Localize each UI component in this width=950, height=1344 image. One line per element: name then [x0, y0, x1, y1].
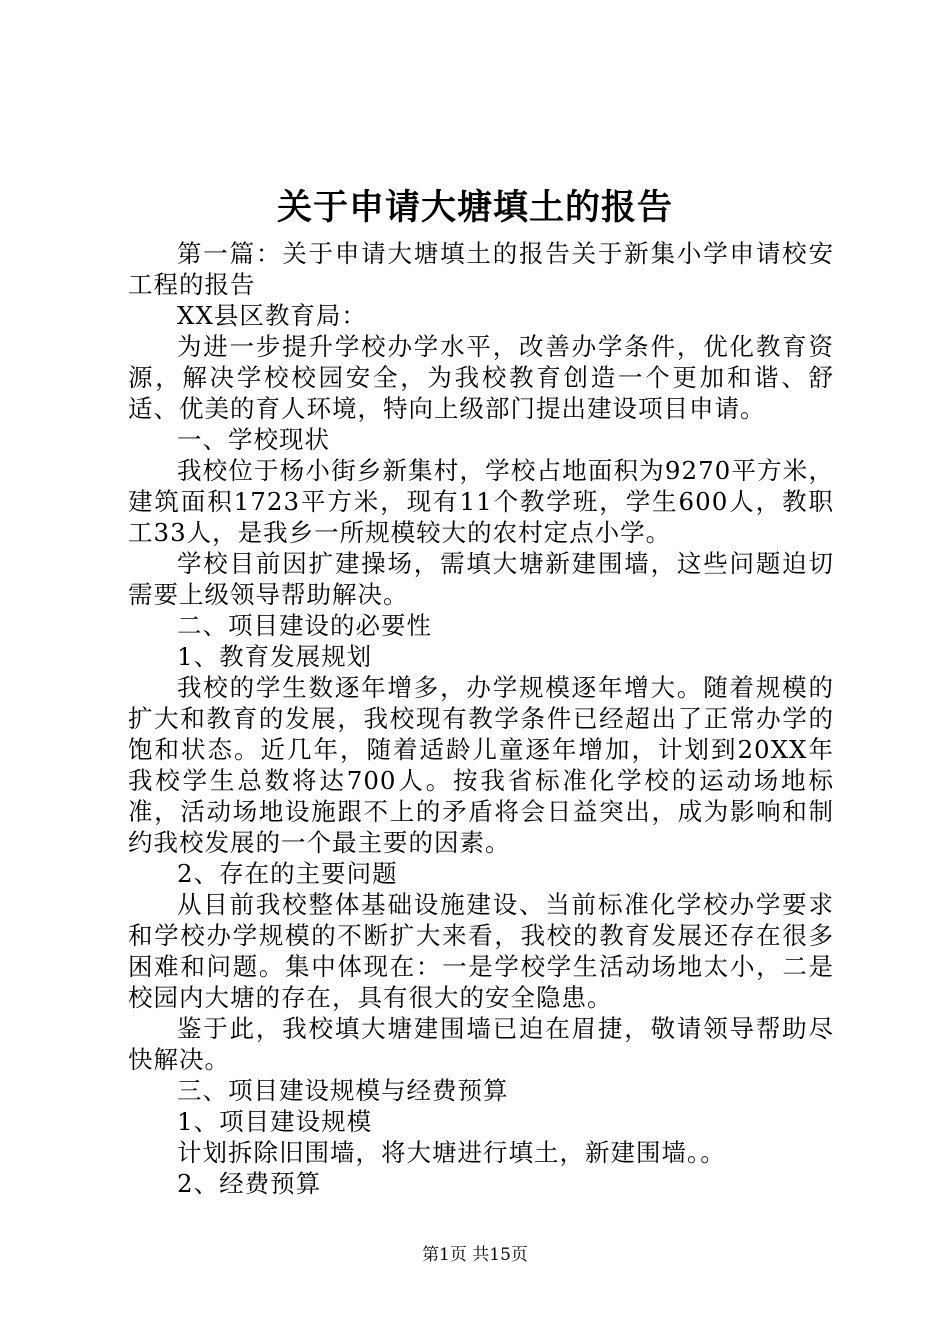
- paragraph: 2、经费预算: [177, 1169, 322, 1198]
- paragraph: 二、项目建设的必要性: [177, 611, 432, 640]
- paragraph: 我校的学生数逐年增多，办学规模逐年增大。随着规模的扩大和教育的发展，我校现有教学条件已经超出了正常办学的饱和状态。近几年，随着适龄儿童逐年增加，计划到20XX年我校学生总数将达700人。按我省标准化学校的运动场地标准，活动场地设施跟不上的矛盾将会日益突出，成为影响和制约我校发展的一个最主要的因素。: [128, 673, 834, 857]
- paragraph: 计划拆除旧围墙，将大塘进行填土，新建围墙。。: [177, 1138, 726, 1167]
- paragraph: 2、存在的主要问题: [177, 859, 398, 888]
- paragraph: 我校位于杨小街乡新集村，学校占地面积为9270平方米，建筑面积1723平方米，现有11个教学班，学生600人，教职工33人，是我乡一所规模较大的农村定点小学。: [128, 456, 834, 547]
- document-body: [128, 238, 834, 1199]
- paragraph: 第一篇：关于申请大塘填土的报告关于新集小学申请校安工程的报告: [128, 239, 834, 299]
- page-footer: 第1页 共15页: [422, 1245, 528, 1265]
- paragraph: 一、学校现状: [177, 425, 330, 454]
- paragraph: 为进一步提升学校办学水平，改善办学条件，优化教育资源，解决学校校园安全，为我校教育创造一个更加和谐、舒适、优美的育人环境，特向上级部门提出建设项目申请。: [128, 332, 834, 423]
- paragraph: 1、项目建设规模: [177, 1107, 373, 1136]
- paragraph: 三、项目建设规模与经费预算: [177, 1076, 509, 1105]
- paragraph: 学校目前因扩建操场，需填大塘新建围墙，这些问题迫切需要上级领导帮助解决。: [128, 549, 834, 609]
- document-title: 关于申请大塘填土的报告: [276, 187, 673, 228]
- paragraph: 鉴于此，我校填大塘建围墙已迫在眉捷，敬请领导帮助尽快解决。: [128, 1014, 834, 1074]
- paragraph: XX县区教育局：: [177, 301, 367, 330]
- paragraph: 1、教育发展规划: [177, 642, 373, 671]
- paragraph: 从目前我校整体基础设施建设、当前标准化学校办学要求和学校办学规模的不断扩大来看，我校的教育发展还存在很多困难和问题。集中体现在：一是学校学生活动场地太小，二是校园内大塘的存在，具有很大的安全隐患。: [128, 890, 834, 1012]
